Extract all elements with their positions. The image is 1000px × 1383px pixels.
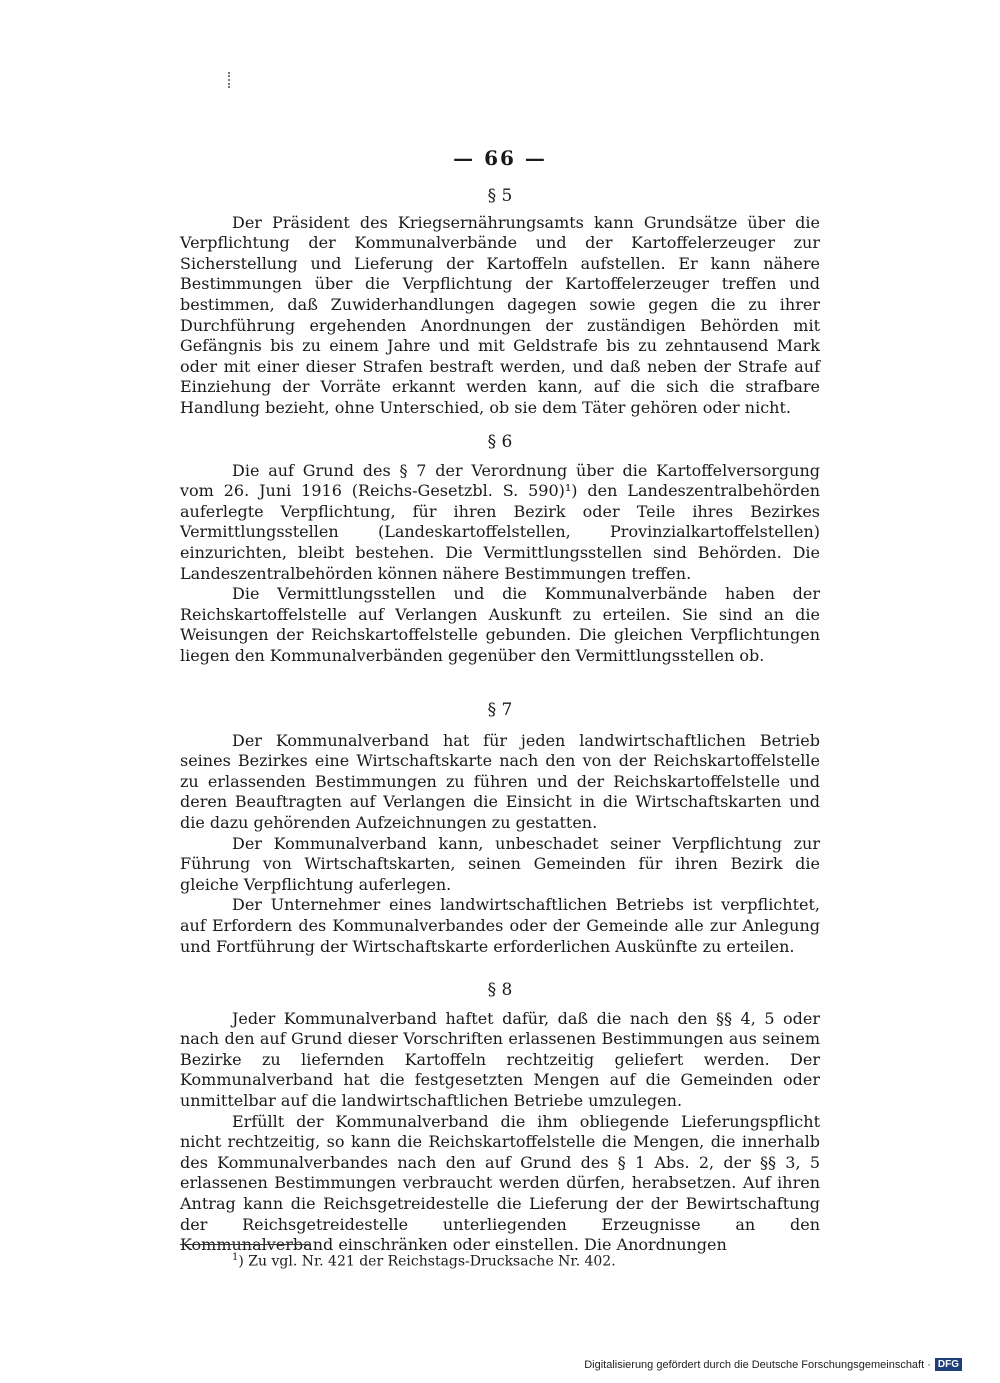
paragraph: Die Vermittlungsstellen und die Kommunalverbände haben der Reichskartoffelstelle auf Verlangen Auskunft zu erteilen. Sie sind an die Weisungen der Reichskartoffelstelle gebunden. Die gleichen Verpflichtungen liegen den Kommunalverbänden gegenüber den Vermittlungsstellen ob. (180, 584, 820, 665)
page-number: — 66 — (453, 146, 547, 170)
section-heading: § 6 (487, 432, 513, 452)
digitization-credit (584, 1358, 962, 1371)
paragraph: Der Präsident des Kriegsernährungsamts kann Grundsätze über die Verpflichtung der Kommunalverbände und der Kartoffelerzeuger zur Sicherstellung und Lieferung der Kartoffeln aufstellen. Er kann nähere Bestimmungen über die Verpflichtung der Kartoffelerzeuger treffen und bestimmen, daß Zuwiderhandlungen dagegen sowie gegen die zu ihrer Durchführung ergehenden Anordnungen der zuständigen Behörden mit Gefängnis bis zu einem Jahre und mit Geldstrafe bis zu zehntausend Mark oder mit einer dieser Strafen bestraft werden, und daß neben der Strafe auf Einziehung der Vorräte erkannt werden kann, auf die sich die strafbare Handlung bezieht, ohne Unterschied, ob sie dem Täter gehören oder nicht. (180, 212, 820, 417)
paragraph: Jeder Kommunalverband haftet dafür, daß die nach den §§ 4, 5 oder nach den auf Grund dieser Vorschriften erlassenen Bestimmungen aus seinem Bezirke zu liefernden Kartoffeln rechtzeitig geliefert werden. Der Kommunalverband hat die festgesetzten Mengen auf die Gemeinden oder unmittelbar auf die landwirtschaftlichen Betriebe umzulegen. (180, 1008, 820, 1110)
dfg-logo-icon: DFG (935, 1358, 962, 1371)
section-heading: § 5 (487, 186, 513, 206)
paragraph: Erfüllt der Kommunalverband die ihm obliegende Lieferungspflicht nicht rechtzeitig, so kann die Reichskartoffelstelle die Mengen, die innerhalb des Kommunalverbandes nach den auf Grund des § 1 Abs. 2, der §§ 3, 5 erlassenen Bestimmungen verbraucht werden dürfen, herabsetzen. Auf ihren Antrag kann die Reichsgetreidestelle die Lieferung der der Bewirtschaftung der Reichsgetreidestelle unterliegenden Erzeugnisse an den Kommunalverband einschränken oder einstellen. Die Anordnungen (180, 1111, 820, 1255)
paragraph: Der Kommunalverband hat für jeden landwirtschaftlichen Betrieb seines Bezirkes eine Wirtschaftskarte nach den von der Reichskartoffelstelle zu erlassenden Bestimmungen zu führen und der Reichskartoffelstelle und deren Beauftragten auf Verlangen die Einsicht in die Wirtschaftskarten und die dazu gehörenden Aufzeichnungen zu gestatten. (180, 730, 820, 832)
footnote (232, 1252, 616, 1270)
section-heading: § 7 (487, 700, 513, 720)
scan-speck (228, 72, 234, 88)
section-heading: § 8 (487, 980, 513, 1000)
footnote-text: ) Zu vgl. Nr. 421 der Reichstags-Drucksache Nr. 402. (238, 1253, 616, 1270)
section-5 (180, 186, 820, 419)
paragraph: Der Kommunalverband kann, unbeschadet seiner Verpflichtung zur Führung von Wirtschaftskarten, seinen Gemeinden für ihren Bezirk die gleiche Verpflichtung auferlegen. (180, 833, 820, 894)
section-7 (180, 700, 820, 957)
paragraph: Die auf Grund des § 7 der Verordnung über die Kartoffelversorgung vom 26. Juni 1916 (Reichs-Gesetzbl. S. 590)¹) den Landeszentralbehörden auferlegte Verpflichtung, für ihren Bezirk oder Teile ihres Bezirkes Vermittlungsstellen (Landeskartoffelstellen, Provinzialkartoffelstellen) einzurichten, bleibt bestehen. Die Vermittlungsstellen sind Behörden. Die Landeszentralbehörden können nähere Bestimmungen treffen. (180, 460, 820, 583)
section-6 (180, 432, 820, 667)
paragraph: Der Unternehmer eines landwirtschaftlichen Betriebs ist verpflichtet, auf Erfordern des Kommunalverbandes oder der Gemeinde alle zur Anlegung und Fortführung der Wirtschaftskarte erforderlichen Auskünfte zu erteilen. (180, 895, 820, 956)
credit-text: Digitalisierung gefördert durch die Deutsche Forschungsgemeinschaft · (584, 1358, 931, 1371)
footnote-divider (180, 1244, 310, 1245)
footnote-marker: 1 (232, 1252, 239, 1263)
section-8 (180, 980, 820, 1256)
